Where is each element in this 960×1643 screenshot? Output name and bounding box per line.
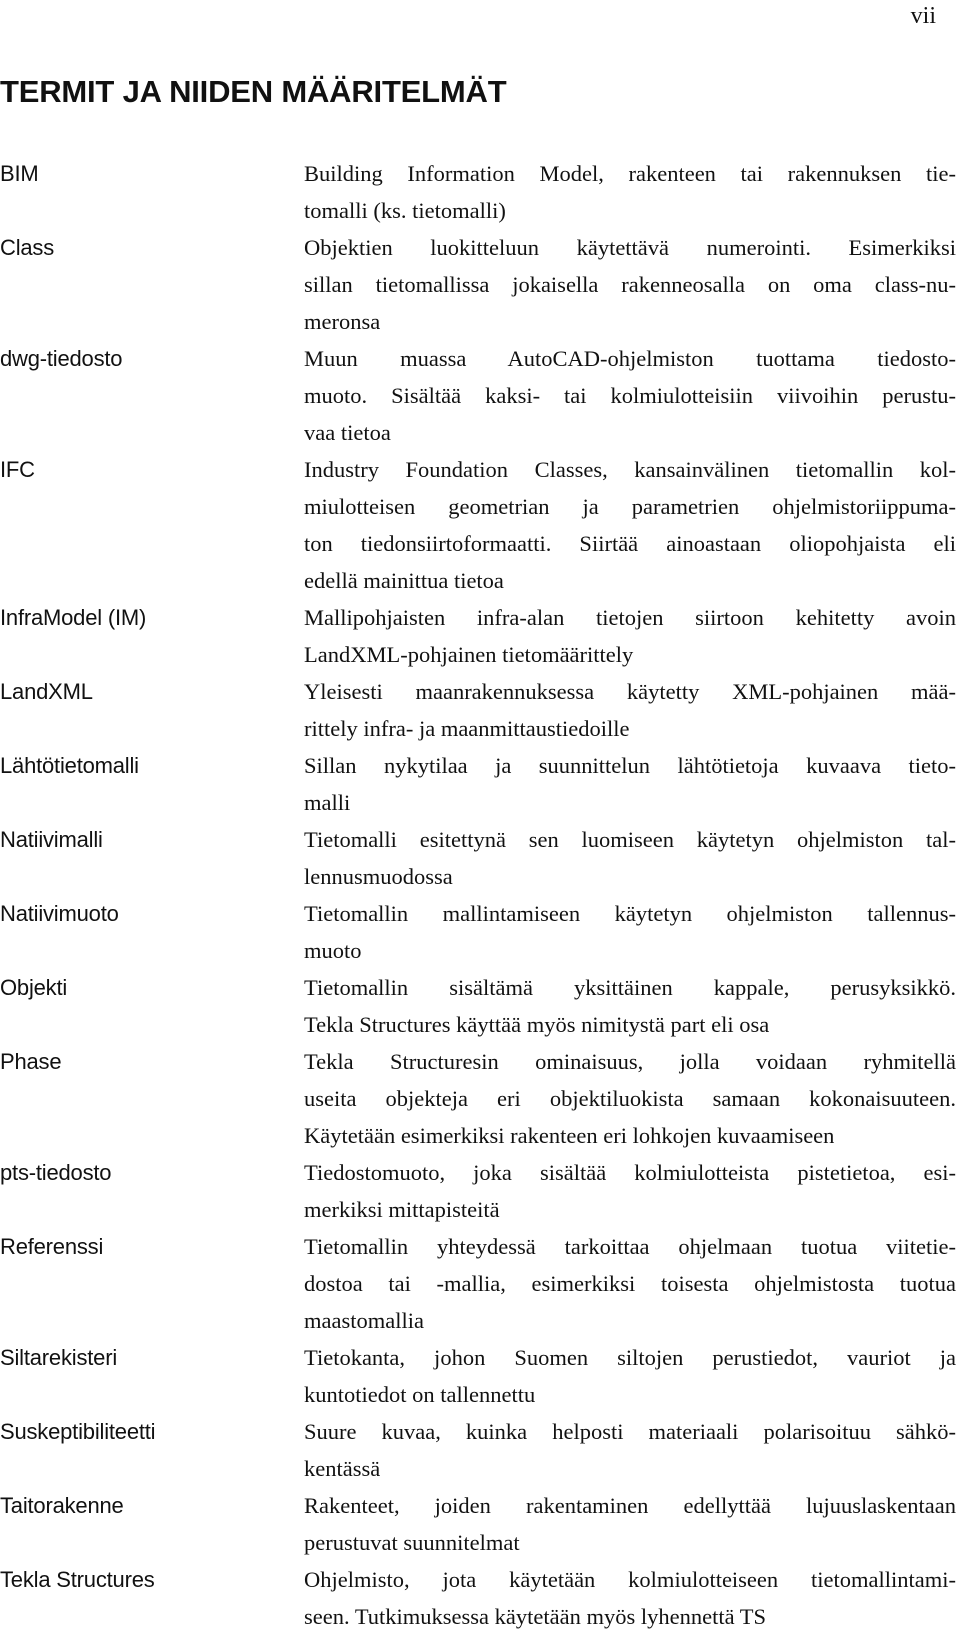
definition-line: Käytetään esimerkiksi rakenteen eri lohkojen kuvaamiseen xyxy=(304,1123,835,1148)
glossary-entry xyxy=(0,1154,960,1228)
glossary-definition xyxy=(304,599,956,673)
definition-line: merkiksi mittapisteitä xyxy=(304,1197,500,1222)
glossary-term: Lähtötietomalli xyxy=(0,753,139,778)
definition-line: Muun muassa AutoCAD-ohjelmiston tuottama tiedosto- xyxy=(304,346,956,371)
definition-line: dostoa tai -mallia, esimerkiksi toisesta ohjelmistosta tuotua xyxy=(304,1271,956,1296)
glossary-definition xyxy=(304,969,956,1043)
definition-line: Rakenteet, joiden rakentaminen edellyttää lujuuslaskentaan xyxy=(304,1493,956,1518)
definition-line: Tekla Structures käyttää myös nimitystä part eli osa xyxy=(304,1012,770,1037)
definition-line: Tietomallin yhteydessä tarkoittaa ohjelmaan tuotua viitetie- xyxy=(304,1234,956,1259)
glossary-definition xyxy=(304,1339,956,1413)
definition-line: Sillan nykytilaa ja suunnittelun lähtötietoja kuvaava tieto- xyxy=(304,753,956,778)
definition-line: kentässä xyxy=(304,1456,381,1481)
glossary-definition xyxy=(304,451,956,599)
glossary-entry xyxy=(0,895,960,969)
definition-line: Yleisesti maanrakennuksessa käytetty XML-pohjainen mää- xyxy=(304,679,956,704)
definition-line: miulotteisen geometrian ja parametrien ohjelmistoriippuma- xyxy=(304,494,956,519)
definition-line: Tietomallin mallintamiseen käytetyn ohjelmiston tallennus- xyxy=(304,901,956,926)
glossary-definition xyxy=(304,1487,956,1561)
page-title: TERMIT JA NIIDEN MÄÄRITELMÄT xyxy=(0,74,507,109)
definition-line: Suure kuvaa, kuinka helposti materiaali polarisoituu sähkö- xyxy=(304,1419,956,1444)
definition-line: kuntotiedot on tallennettu xyxy=(304,1382,536,1407)
glossary-entry xyxy=(0,340,960,451)
glossary-term: Natiivimalli xyxy=(0,827,103,852)
glossary-definition xyxy=(304,673,956,747)
glossary-entry xyxy=(0,747,960,821)
glossary-definition xyxy=(304,155,956,229)
glossary-term: Suskeptibiliteetti xyxy=(0,1419,156,1444)
glossary-definition xyxy=(304,340,956,451)
definition-line: Tietomalli esitettynä sen luomiseen käytetyn ohjelmiston tal- xyxy=(304,827,956,852)
glossary-term: BIM xyxy=(0,161,39,186)
definition-line: muoto xyxy=(304,938,362,963)
glossary-definition xyxy=(304,747,956,821)
glossary-definition xyxy=(304,895,956,969)
glossary-term: Referenssi xyxy=(0,1234,104,1259)
glossary-entry xyxy=(0,451,960,599)
glossary-entry xyxy=(0,821,960,895)
definition-line: perustuvat suunnitelmat xyxy=(304,1530,520,1555)
glossary-definition xyxy=(304,229,956,340)
glossary-entry xyxy=(0,1487,960,1561)
glossary-entry xyxy=(0,969,960,1043)
definition-line: lennusmuodossa xyxy=(304,864,453,889)
glossary-term: IFC xyxy=(0,457,35,482)
definition-line: Mallipohjaisten infra-alan tietojen siirtoon kehitetty avoin xyxy=(304,605,956,630)
definition-line: Industry Foundation Classes, kansainvälinen tietomallin kol- xyxy=(304,457,956,482)
glossary-term: Tekla Structures xyxy=(0,1567,155,1592)
glossary-term: InfraModel (IM) xyxy=(0,605,147,630)
definition-line: rittely infra- ja maanmittaustiedoille xyxy=(304,716,630,741)
glossary-entry xyxy=(0,1228,960,1339)
glossary-term: Natiivimuoto xyxy=(0,901,119,926)
definition-line: Tietomallin sisältämä yksittäinen kappale, perusyksikkö. xyxy=(304,975,956,1000)
definition-line: edellä mainittua tietoa xyxy=(304,568,504,593)
definition-line: vaa tietoa xyxy=(304,420,391,445)
definition-line: tomalli (ks. tietomalli) xyxy=(304,198,506,223)
definition-line: maastomallia xyxy=(304,1308,424,1333)
glossary-entry xyxy=(0,1043,960,1154)
glossary-term: LandXML xyxy=(0,679,93,704)
glossary-entry xyxy=(0,1413,960,1487)
definition-line: sillan tietomallissa jokaisella rakenneosalla on oma class-nu- xyxy=(304,272,956,297)
definition-line: ton tiedonsiirtoformaatti. Siirtää ainoastaan oliopohjaista eli xyxy=(304,531,956,556)
definition-line: LandXML-pohjainen tietomäärittely xyxy=(304,642,634,667)
glossary-entry xyxy=(0,155,960,229)
page-number: vii xyxy=(910,3,936,29)
definition-line: Ohjelmisto, jota käytetään kolmiulotteiseen tietomallintami- xyxy=(304,1567,956,1592)
glossary-term: Phase xyxy=(0,1049,62,1074)
glossary-entry xyxy=(0,673,960,747)
definition-line: Tietokanta, johon Suomen siltojen perustiedot, vauriot ja xyxy=(304,1345,956,1370)
definition-line: meronsa xyxy=(304,309,381,334)
glossary-term: pts-tiedosto xyxy=(0,1160,112,1185)
glossary-entry xyxy=(0,229,960,340)
definition-line: muoto. Sisältää kaksi- tai kolmiulotteisiin viivoihin perustu- xyxy=(304,383,956,408)
glossary-term: Taitorakenne xyxy=(0,1493,124,1518)
definition-line: Tekla Structuresin ominaisuus, jolla voidaan ryhmitellä xyxy=(304,1049,956,1074)
glossary-entry xyxy=(0,1561,960,1635)
definition-line: Objektien luokitteluun käytettävä numerointi. Esimerkiksi xyxy=(304,235,956,260)
definition-line: seen. Tutkimuksessa käytetään myös lyhennettä TS xyxy=(304,1604,767,1629)
glossary-definition xyxy=(304,1154,956,1228)
glossary-definition xyxy=(304,821,956,895)
glossary-term: dwg-tiedosto xyxy=(0,346,123,371)
glossary-term: Objekti xyxy=(0,975,68,1000)
glossary-definition xyxy=(304,1561,956,1635)
glossary-term: Class xyxy=(0,235,55,260)
glossary-term: Siltarekisteri xyxy=(0,1345,118,1370)
glossary-entry xyxy=(0,1339,960,1413)
definition-line: Tiedostomuoto, joka sisältää kolmiulotteista pistetietoa, esi- xyxy=(304,1160,956,1185)
glossary-list xyxy=(0,155,960,1635)
glossary-entry xyxy=(0,599,960,673)
definition-line: useita objekteja eri objektiluokista samaan kokonaisuuteen. xyxy=(304,1086,956,1111)
definition-line: Building Information Model, rakenteen tai rakennuksen tie- xyxy=(304,161,956,186)
definition-line: malli xyxy=(304,790,351,815)
glossary-definition xyxy=(304,1043,956,1154)
glossary-definition xyxy=(304,1228,956,1339)
glossary-definition xyxy=(304,1413,956,1487)
